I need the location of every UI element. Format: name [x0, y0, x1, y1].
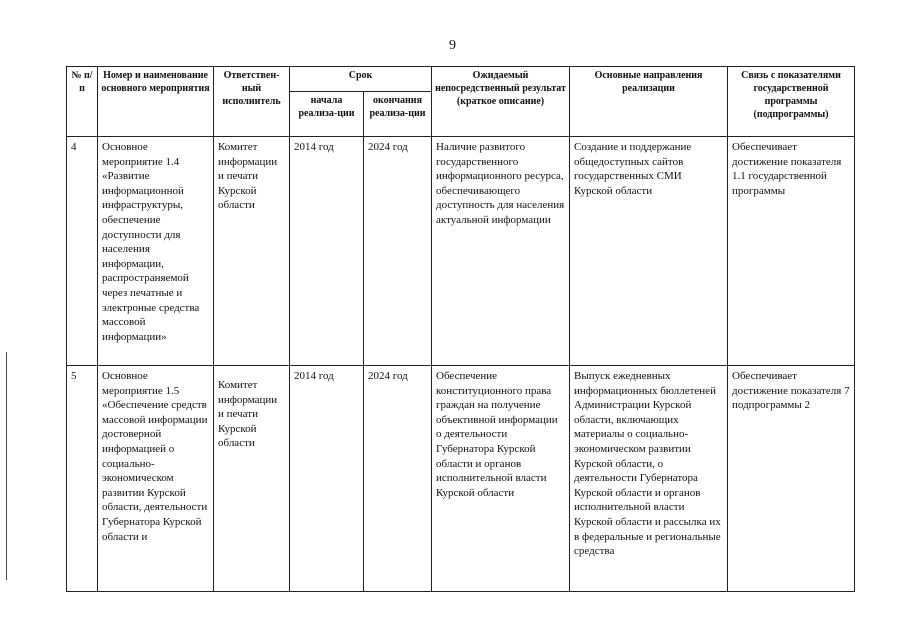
cell-directions: Создание и поддержание общедоступных сайтов государственных СМИ Курской области	[570, 137, 728, 366]
cell-num: 4	[67, 137, 98, 366]
cell-link: Обеспечивает достижение показателя 1.1 государственной программы	[728, 137, 855, 366]
header-term: Срок	[290, 67, 432, 92]
cell-responsible: Комитет информации и печати Курской области	[214, 366, 290, 592]
table-row	[67, 366, 855, 592]
header-responsible: Ответствен-ный исполнитель	[214, 67, 290, 137]
cell-link: Обеспечивает достижение показателя 7 подпрограммы 2	[728, 366, 855, 592]
table-row	[67, 137, 855, 366]
header-num: № п/п	[67, 67, 98, 137]
header-term-end: окончания реализа-ции	[364, 92, 432, 137]
header-name: Номер и наименование основного мероприятия	[98, 67, 214, 137]
cell-responsible: Комитет информации и печати Курской области	[214, 137, 290, 366]
header-result: Ожидаемый непосредственный результат (краткое описание)	[432, 67, 570, 137]
cell-num: 5	[67, 366, 98, 592]
header-link: Связь с показателями государственной программы (подпрограммы)	[728, 67, 855, 137]
header-term-start: начала реализа-ции	[290, 92, 364, 137]
cell-name: Основное мероприятие 1.5 «Обеспечение средств массовой информации достоверной информацией о социально-экономическом развитии Курской области, деятельности Губернатора Курской области и	[98, 366, 214, 592]
activities-table	[66, 66, 855, 592]
cell-end: 2024 год	[364, 366, 432, 592]
cell-start: 2014 год	[290, 366, 364, 592]
cell-result: Наличие развитого государственного информационного ресурса, обеспечивающего доступность для населения актуальной информации	[432, 137, 570, 366]
cell-end: 2024 год	[364, 137, 432, 366]
header-directions: Основные направления реализации	[570, 67, 728, 137]
page-number: 9	[449, 38, 456, 53]
cell-result: Обеспечение конституционного права граждан на получение объективной информации о деятельности Губернатора Курской области и органов исполнительной власти Курской области	[432, 366, 570, 592]
cell-name: Основное мероприятие 1.4 «Развитие информационной инфраструктуры, обеспечение доступности для населения информации, распространяемой через печатные и электроные средства массовой информации»	[98, 137, 214, 366]
cell-start: 2014 год	[290, 137, 364, 366]
cell-directions: Выпуск ежедневных информационных бюллетеней Администрации Курской области, включающих материалы о социально-экономическом развитии Курской области, о деятельности Губернатора Курской области и органов исполнительной власти Курской области и рассылка их в федеральные и региональные средства	[570, 366, 728, 592]
margin-rule	[6, 352, 7, 580]
table-header-row	[67, 67, 855, 92]
